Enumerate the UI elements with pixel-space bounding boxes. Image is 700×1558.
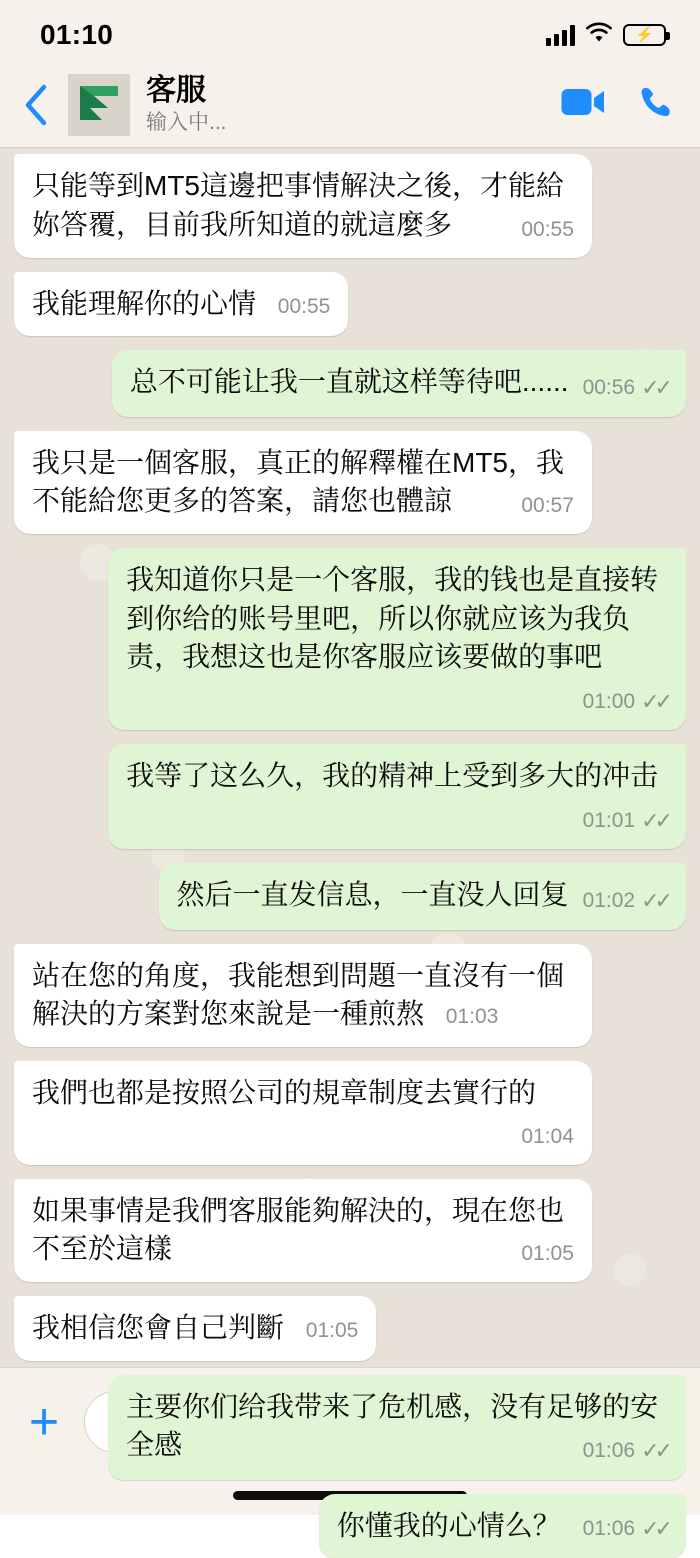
message-row <box>14 744 686 849</box>
message-row <box>14 944 686 1047</box>
message-text: 我們也都是按照公司的規章制度去實行的 <box>32 1077 537 1108</box>
message-time: 01:03 <box>445 1005 499 1029</box>
message-time: 01:04 <box>521 1124 574 1148</box>
message-meta <box>521 1123 574 1152</box>
message-bubble-incoming[interactable] <box>14 272 348 337</box>
message-text: 总不可能让我一直就这样等待吧...... <box>129 366 569 398</box>
message-row <box>14 154 686 258</box>
message-time: 01:05 <box>521 1242 574 1266</box>
message-meta <box>521 1240 574 1269</box>
message-row <box>14 272 686 337</box>
peer-info[interactable] <box>146 74 550 136</box>
message-time: 00:57 <box>521 494 574 518</box>
message-bubble-incoming[interactable] <box>14 431 592 535</box>
message-bubble-incoming[interactable] <box>14 944 592 1047</box>
message-bubble-outgoing[interactable] <box>108 548 686 730</box>
message-time: 00:56 <box>582 375 636 399</box>
read-receipt-icon: ✓✓ <box>641 689 668 715</box>
message-row <box>14 863 686 929</box>
wifi-icon <box>585 22 613 48</box>
chat-scroll-area[interactable] <box>0 148 700 1542</box>
message-time: 00:55 <box>521 217 574 241</box>
message-bubble-outgoing[interactable] <box>108 1375 686 1480</box>
message-text: 我能理解你的心情 <box>32 287 257 319</box>
message-meta <box>583 806 668 836</box>
read-receipt-icon: ✓✓ <box>641 888 668 914</box>
message-text: 只能等到MT5這邊把事情解決之後，才能給妳答覆，目前我所知道的就這麼多 <box>32 170 565 240</box>
message-meta <box>583 1436 668 1466</box>
read-receipt-icon: ✓✓ <box>641 1516 668 1542</box>
message-row <box>14 548 686 730</box>
message-row <box>14 431 686 535</box>
message-text: 我只是一個客服，真正的解釋權在MT5，我不能給您更多的答案，請您也體諒 <box>32 446 565 517</box>
message-meta <box>583 1514 668 1544</box>
video-call-icon[interactable] <box>560 85 608 124</box>
message-text: 主要你们给我带来了危机感，没有足够的安全感 <box>126 1390 659 1461</box>
message-bubble-incoming[interactable] <box>14 1061 592 1165</box>
message-row <box>14 1375 686 1480</box>
message-meta <box>583 373 668 403</box>
message-row <box>14 350 686 416</box>
message-meta <box>521 216 574 245</box>
message-meta <box>306 1317 359 1346</box>
message-text: 站在您的角度，我能想到問題一直沒有一個解決的方案對您來說是一種煎熬 <box>32 959 565 1030</box>
message-meta <box>583 886 668 916</box>
message-row <box>14 1061 686 1165</box>
plus-icon[interactable]: + <box>28 1392 60 1451</box>
message-time: 00:55 <box>277 294 331 318</box>
message-time: 01:05 <box>305 1319 359 1343</box>
message-bubble-outgoing[interactable] <box>159 863 686 929</box>
read-receipt-icon: ✓✓ <box>641 1438 668 1464</box>
message-time: 01:06 <box>582 1439 636 1463</box>
message-bubble-outgoing[interactable] <box>112 350 686 416</box>
message-row <box>14 1296 686 1361</box>
header-actions <box>560 84 674 125</box>
message-time: 01:01 <box>582 808 636 832</box>
read-receipt-icon: ✓✓ <box>641 375 668 401</box>
message-time: 01:00 <box>582 689 636 713</box>
peer-status: 输入中... <box>146 111 227 135</box>
contact-avatar[interactable] <box>68 74 130 136</box>
message-text: 然后一直发信息，一直没人回复 <box>176 879 569 911</box>
back-chevron-icon[interactable] <box>14 83 58 127</box>
peer-name: 客服 <box>146 73 206 107</box>
message-bubble-outgoing[interactable] <box>319 1494 686 1558</box>
status-bar <box>0 0 700 62</box>
message-meta <box>583 687 668 717</box>
chat-header <box>0 62 700 148</box>
message-bubble-incoming[interactable] <box>14 1296 376 1361</box>
phone-call-icon[interactable] <box>638 84 674 125</box>
message-bubble-incoming[interactable] <box>14 154 592 258</box>
message-text: 如果事情是我們客服能夠解決的，現在您也不至於這樣 <box>32 1194 565 1265</box>
signal-bars-icon <box>546 24 575 46</box>
message-meta <box>446 1003 499 1032</box>
message-text: 我等了这么久，我的精神上受到多大的冲击 <box>126 760 659 792</box>
message-row <box>14 1494 686 1558</box>
message-row <box>14 1179 686 1283</box>
message-bubble-outgoing[interactable] <box>108 744 686 849</box>
message-text: 我相信您會自己判斷 <box>32 1312 285 1344</box>
message-text: 你懂我的心情么？ <box>336 1509 561 1541</box>
message-meta <box>521 492 574 521</box>
message-time: 01:02 <box>582 889 636 913</box>
message-bubble-incoming[interactable] <box>14 1179 592 1283</box>
message-time: 01:06 <box>582 1516 636 1540</box>
status-bar-indicators <box>546 22 666 48</box>
message-text: 我知道你只是一个客服，我的钱也是直接转到你给的账号里吧，所以你就应该为我负责，我想这也是你客服应该要做的事吧 <box>126 564 659 673</box>
message-meta <box>278 293 331 322</box>
chat-message-list[interactable] <box>0 148 700 1542</box>
read-receipt-icon: ✓✓ <box>641 808 668 834</box>
status-bar-clock: 01:10 <box>40 19 114 50</box>
battery-charging-icon: ⚡ <box>623 24 666 46</box>
